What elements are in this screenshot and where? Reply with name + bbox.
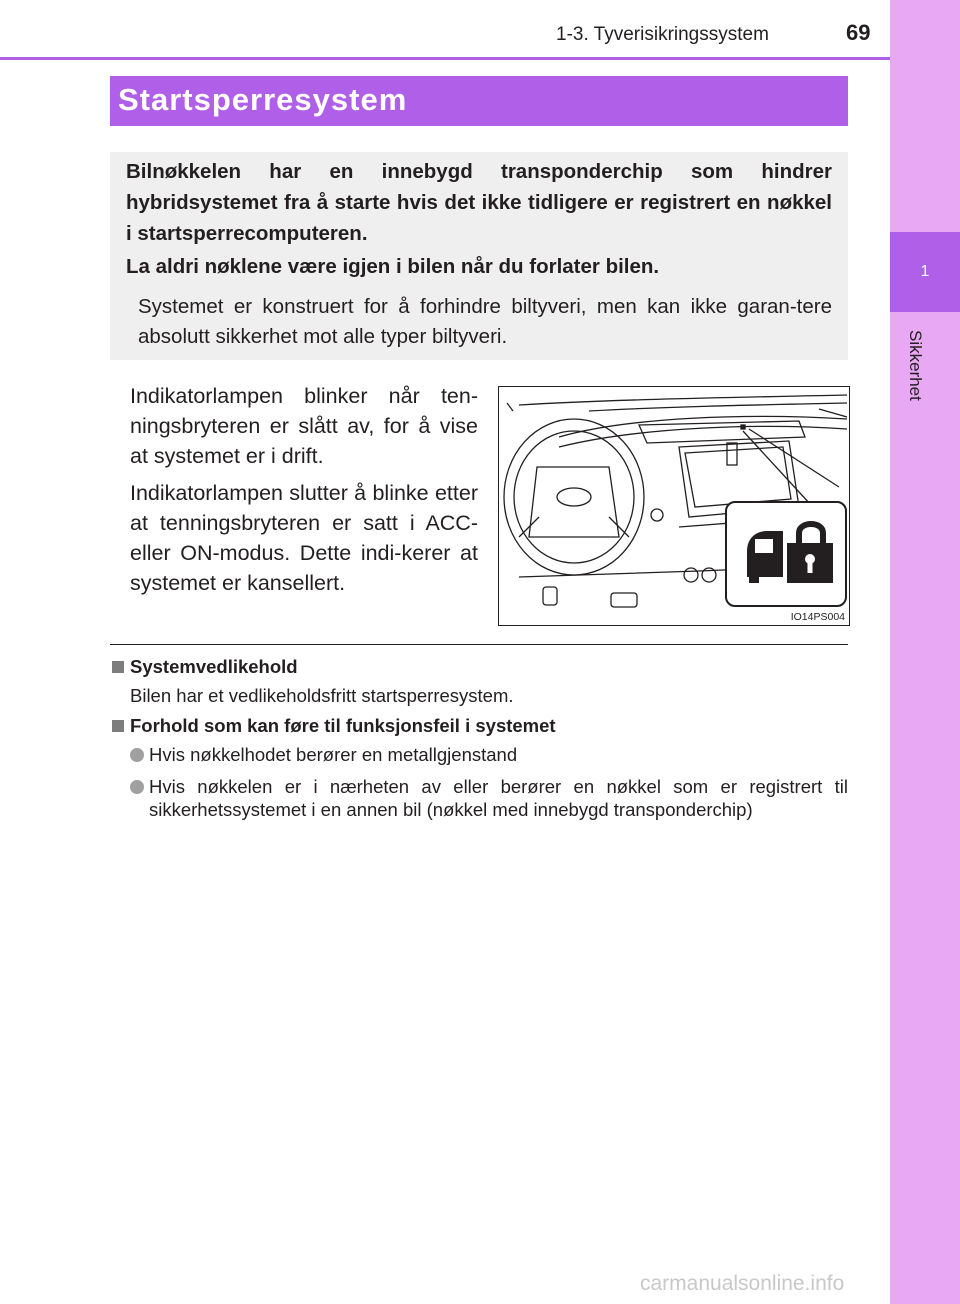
section-divider: [110, 644, 848, 645]
square-bullet-icon: [112, 661, 124, 673]
header-divider: [0, 57, 890, 60]
note-heading-2-text: Forhold som kan føre til funksjonsfeil i systemet: [130, 715, 556, 736]
note-bullet-2: [130, 775, 848, 821]
note-bullet-1: [130, 744, 517, 766]
chapter-number-tab[interactable]: [890, 232, 960, 312]
chapter-number: 1: [920, 263, 930, 280]
section-title-band: [110, 76, 848, 126]
chapter-label: Sikkerhet: [906, 330, 925, 401]
intro-note: Systemet er konstruert for å forhindre biltyveri, men kan ikke garan-tere absolutt sikkerhet mot alle typer biltyveri.: [138, 295, 832, 348]
watermark: carmanualsonline.info: [640, 1272, 845, 1295]
round-bullet-icon: [130, 748, 144, 762]
note-bullet-2-text: Hvis nøkkelen er i nærheten av eller berører en nøkkel som er registrert til sikkerhetssystemet i en annen bil (nøkkel med innebygd transponderchip): [149, 776, 848, 820]
note-heading-2: [112, 715, 556, 737]
figure-code: IO14PS004: [790, 611, 845, 623]
chapter-side-strip: [890, 0, 960, 1304]
dashboard-illustration: [498, 386, 850, 626]
page-number: 69: [846, 20, 871, 45]
square-bullet-icon: [112, 720, 124, 732]
callout-box: [725, 501, 847, 607]
note-body-1: Bilen har et vedlikeholdsfritt startsperresystem.: [130, 685, 514, 706]
indicator-paragraph-1: Indikatorlampen blinker når ten-ningsbryteren er slått av, for å vise at systemet er i drift.: [130, 384, 478, 468]
section-title: Startsperresystem: [118, 82, 408, 117]
intro-box: [110, 152, 848, 360]
note-heading-1: [112, 656, 298, 678]
car-lock-icon: [743, 517, 833, 587]
indicator-paragraph-2: Indikatorlampen slutter å blinke etter at tenningsbryteren er satt i ACC- eller ON-modus. Dette indi-kerer at systemet er kansellert.: [130, 481, 478, 595]
note-bullet-1-text: Hvis nøkkelhodet berører en metallgjenstand: [149, 744, 518, 765]
header-section-title: 1-3. Tyverisikringssystem: [556, 24, 769, 45]
intro-bold-text: Bilnøkkelen har en innebygd transponderchip som hindrer hybridsystemet fra å starte hvis det ikke tidligere er registrert en nøkkel i startsperrecomputeren.: [126, 160, 832, 245]
indicator-description: [130, 381, 478, 605]
round-bullet-icon: [130, 780, 144, 794]
note-heading-1-text: Systemvedlikehold: [130, 656, 298, 677]
intro-warning: La aldri nøklene være igjen i bilen når du forlater bilen.: [126, 255, 660, 278]
